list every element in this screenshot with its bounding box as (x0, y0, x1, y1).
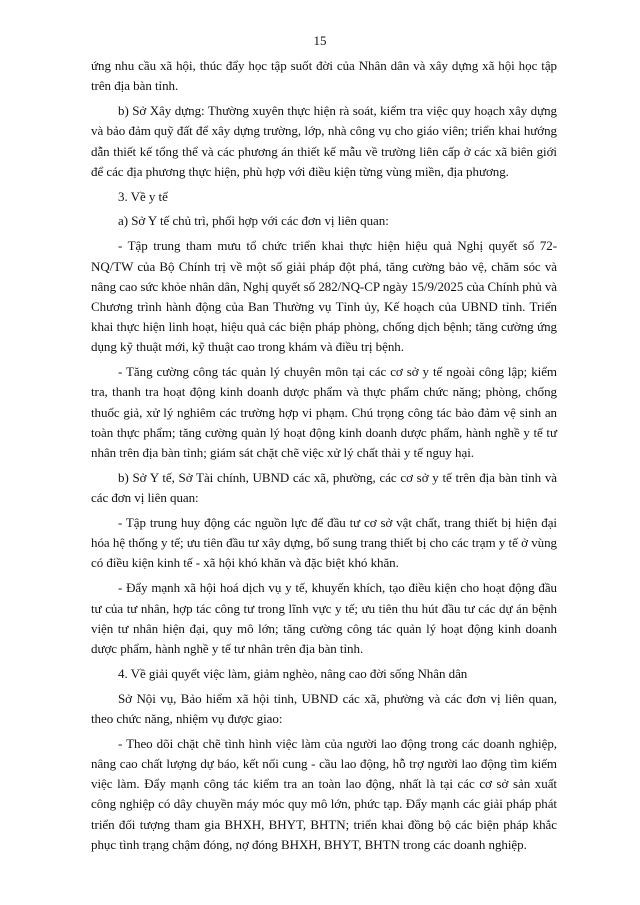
subsection-heading: a) Sở Y tế chủ trì, phối hợp với các đơn vị liên quan: (118, 213, 389, 229)
bullet-paragraph: - Tập trung huy động các nguồn lực để đầu tư cơ sở vật chất, trang thiết bị hiện đại hóa hệ thống y tế; ưu tiên đầu tư xây dựng, bổ sung trang thiết bị cho các trạm y tế ở vùng có điều kiện kinh tế - xã hội khó khăn và đặc biệt khó khăn. (91, 515, 557, 571)
bullet-paragraph: - Đẩy mạnh xã hội hoá dịch vụ y tế, khuyến khích, tạo điều kiện cho hoạt động đầu tư của tư nhân, hợp tác công tư trong lĩnh vực y tế; ưu tiên thu hút đầu tư các dự án bệnh viện tư nhân hiện đại, quy mô lớn; tăng cường công tác quản lý hoạt động kinh doanh dược phẩm, hành nghề y tế tư nhân trên địa bàn tỉnh. (91, 580, 557, 656)
paragraph: ứng nhu cầu xã hội, thúc đẩy học tập suốt đời của Nhân dân và xây dựng xã hội học tập trên địa bàn tỉnh. (91, 58, 557, 94)
paragraph: Sở Nội vụ, Bảo hiểm xã hội tỉnh, UBND các xã, phường và các đơn vị liên quan, theo chức năng, nhiệm vụ được giao: (91, 690, 557, 726)
bullet-paragraph: - Tăng cường công tác quản lý chuyên môn tại các cơ sở y tế ngoài công lập; kiểm tra, thanh tra hoạt động kinh doanh dược phẩm và thực phẩm chức năng; phòng, chống thuốc giả, xử lý nghiêm các trường hợp vi phạm. Chú trọng công tác bảo đảm vệ sinh an toàn thực phẩm; tăng cường quản lý hoạt động kinh doanh dược phẩm, hành nghề y tế tư nhân trên địa bàn tỉnh; giám sát chặt chẽ việc xử lý chất thải y tế nguy hại. (91, 364, 557, 461)
page-number: 15 (313, 33, 327, 48)
section-heading: 3. Về y tế (118, 188, 168, 204)
bullet-paragraph: - Theo dõi chặt chẽ tình hình việc làm của người lao động trong các doanh nghiệp, nâng cao chất lượng dự báo, kết nối cung - cầu lao động, hỗ trợ người lao động tìm kiếm việc làm. Đẩy mạnh công tác kiểm tra an toàn lao động, nhất là tại các cơ sở sản xuất công nghiệp có dây chuyền máy móc quy mô lớn, phức tạp. Đẩy mạnh các giải pháp phát triển đối tượng tham gia BHXH, BHYT, BHTN; triển khai đồng bộ các biện pháp khắc phục tình trạng chậm đóng, nợ đóng BHXH, BHYT, BHTN trong các doanh nghiệp. (91, 735, 557, 852)
document-body (91, 56, 557, 860)
section-heading: 4. Về giải quyết việc làm, giảm nghèo, nâng cao đời sống Nhân dân (118, 665, 468, 681)
bullet-paragraph: - Tập trung tham mưu tổ chức triển khai thực hiện hiệu quả Nghị quyết số 72-NQ/TW của Bộ Chính trị về một số giải pháp đột phá, tăng cường bảo vệ, chăm sóc và nâng cao sức khỏe nhân dân, Nghị quyết số 282/NQ-CP ngày 15/9/2025 của Chính phủ và Chương trình hành động của Ban Thường vụ Tỉnh ủy, Kế hoạch của UBND tỉnh. Triển khai thực hiện linh hoạt, hiệu quả các biện pháp phòng, chống dịch bệnh; tăng cường ứng dụng kỹ thuật mới, kỹ thuật cao trong khám và điều trị bệnh. (91, 238, 558, 355)
subsection-heading: b) Sở Y tế, Sở Tài chính, UBND các xã, phường, các cơ sở y tế trên địa bàn tỉnh và các đơn vị liên quan: (91, 469, 557, 506)
paragraph: b) Sở Xây dựng: Thường xuyên thực hiện rà soát, kiểm tra việc quy hoạch xây dựng và bảo đảm quỹ đất để xây dựng trường, lớp, nhà công vụ cho giáo viên; triển khai hướng dẫn thiết kế tổng thể và các phương án thiết kế mẫu về trường liên cấp ở các xã biên giới để các địa phương thực hiện, phù hợp với điều kiện từng vùng miền, địa phương. (91, 103, 557, 179)
